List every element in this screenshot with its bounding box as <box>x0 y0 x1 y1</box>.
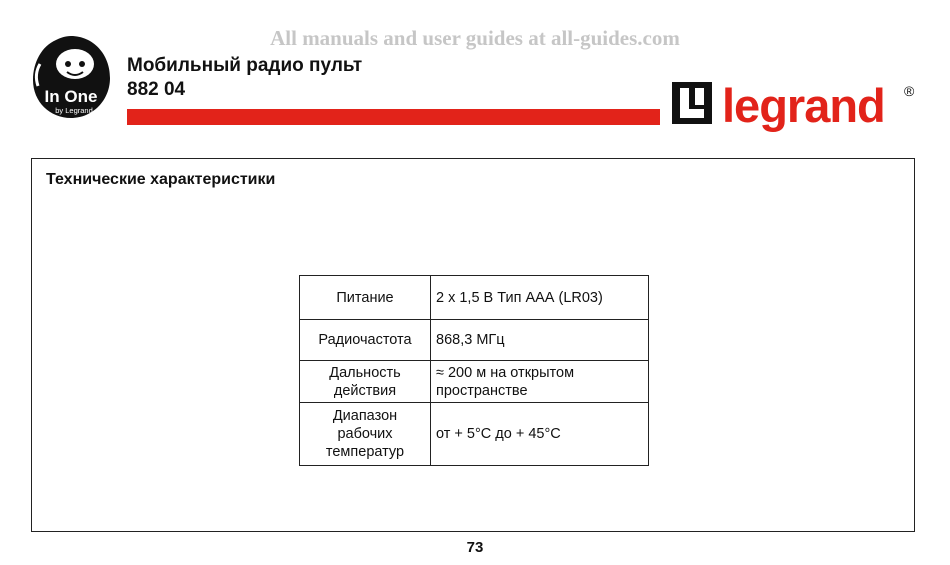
table-row <box>300 361 649 403</box>
section-heading: Технические характеристики <box>46 171 276 188</box>
in-one-logo-text: In One <box>44 87 98 106</box>
legrand-wordmark: legrand <box>722 79 885 132</box>
spec-label: Диапазон рабочих температур <box>300 403 431 466</box>
spec-label: Дальность действия <box>300 361 431 403</box>
watermark: All manuals and user guides at all-guides.com <box>270 26 680 50</box>
spec-value: от + 5°C до + 45°C <box>431 403 649 466</box>
specs-table <box>299 275 649 466</box>
table-row <box>300 276 649 320</box>
registered-mark: ® <box>904 83 915 99</box>
spec-value: ≈ 200 м на открытом пространстве <box>431 361 649 403</box>
header-red-band <box>127 109 660 125</box>
spec-label: Питание <box>300 276 431 320</box>
in-one-logo-subtext: by Legrand <box>55 106 93 115</box>
page-number: 73 <box>466 539 484 556</box>
spec-value: 2 x 1,5 В Тип ААА (LR03) <box>431 276 649 320</box>
document-title: Мобильный радио пульт <box>127 55 363 76</box>
legrand-logo <box>672 76 920 138</box>
spec-label: Радиочастота <box>300 320 431 361</box>
in-one-logo <box>30 34 112 122</box>
product-code: 882 04 <box>127 79 186 100</box>
table-row <box>300 320 649 361</box>
spec-value: 868,3 МГц <box>431 320 649 361</box>
table-row <box>300 403 649 466</box>
